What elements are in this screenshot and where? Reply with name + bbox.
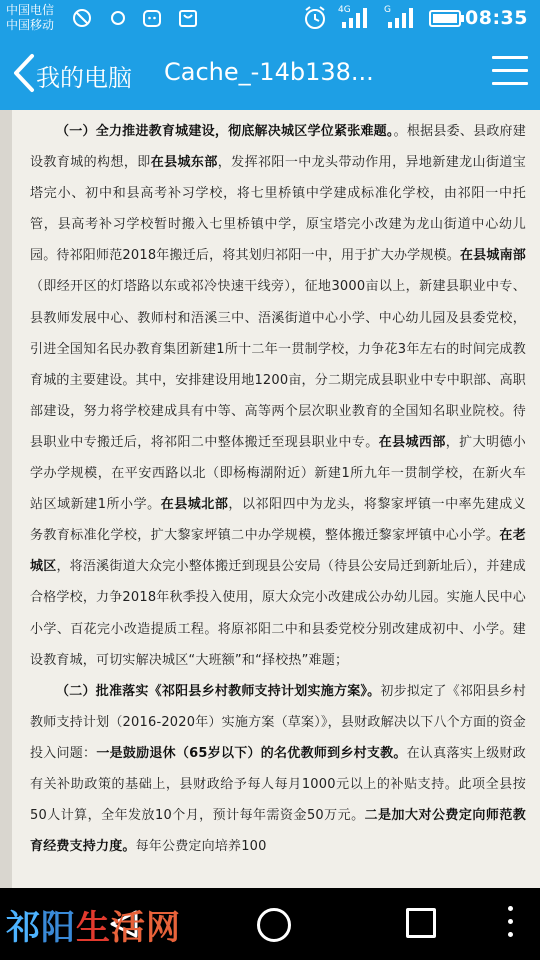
bold-text-run: 一是鼓励退休（65岁以下）的名优教师到乡村支教。 [96,745,407,761]
text-run: ，将浯溪街道大众完小整体搬迁到现县公安局（待县公安局迁到新址后），并建成合格学校，力争2018年秋季投入使用，原大众完小改建成公办幼儿园。实施人民中心小学、百花完小改造提质工程。将原祁阳二中和县委党校分别改建成初中、小学。建设教育城，可切实解决城区“大班额”和“择校热”难题； [30,559,526,668]
nav-recent-apps-icon[interactable] [406,908,436,938]
shopping-bag-icon [178,8,198,28]
nav-more-icon[interactable] [508,906,514,942]
alarm-icon [300,0,330,36]
text-run: ，扩大明德小学办学规模，在平安西路以北（即杨梅湖附近）新建1所九年一贯制学校，在新火车站区域新建1所小学。 [30,434,527,513]
text-run: 初步拟定了《祁阳县乡村教师支持计划（2016-2020年）实施方案（草案）》，县财政解决以下八个方面的资金投入问题： [30,683,526,761]
document-content [30,116,526,862]
cat-app-icon [142,8,162,28]
clock: 08:35 [465,7,528,29]
text-run: ，发挥祁阳一中龙头带动作用，异地新建龙山街道宝塔完小、初中和县高考补习学校，将七里桥镇中学建成标准化学校，由祁阳一中托管，县高考补习学校暂时搬入七里桥镇中学，原宝塔完小改建为龙山街道中心幼儿园。待祁阳师范2018年搬迁后，将其划归祁阳一中，用于扩大办学规模。 [30,155,526,264]
file-path-title: Cache_-14b138... [164,58,374,86]
circle-icon [108,8,128,28]
document-viewer[interactable] [0,110,540,888]
status-bar [0,0,540,36]
menu-line [492,69,528,72]
site-watermark: 祁阳生活网 [6,908,181,948]
text-run: 在认真落实上级财政有关补助政策的基础上，县财政给予每人每月1000元以上的补贴支持。此项全县按50人计算，全年发放10个月，预计每年需资金50万元。 [30,745,526,824]
bold-text-run: 二是加大对公费定向师范教育经费支持力度。 [30,808,526,855]
back-arrow-icon[interactable] [6,50,40,96]
carrier-2: 中国移动 [6,18,55,32]
text-run: 。根据县委、县政府建设教育城的构想，即 [30,124,526,171]
bold-text-run: 在县城北部 [160,497,229,513]
battery-icon [428,0,466,36]
navigation-bar [0,888,540,960]
text-run: 每年公费定向培养100 [135,839,267,855]
bold-text-run: （一）全力推进教育城建设，彻底解决城区学位紧张难题。 [56,124,394,139]
carrier-info [6,3,54,33]
no-disturb-icon [72,8,92,28]
app-bar [0,36,540,110]
text-run: （即经开区的灯塔路以东或祁冷快速干线旁），征地3000亩以上，新建县职业中专、县教师发展中心、教师村和浯溪三中、浯溪街道中心小学、中心幼儿园及县委党校，引进全国知名民办教育集团新建1所十二年一贯制学校，力争花3年左右的时间完成教育城的主要建设。其中，安排建设用地1200亩，分二期完成县职业中专中职部、高职部建设，努力将学校建成具有中等、高等两个层次职业教育的全国知名职业院校。待县职业中专搬迁后，将祁阳二中整体搬迁至现县职业中专。 [30,279,526,450]
carrier-1: 中国电信 [6,3,55,17]
signal-2-icon [384,0,418,36]
network-type-2: G [384,5,391,15]
signal-1-icon [338,0,372,36]
menu-line [492,56,528,59]
menu-line [492,82,528,85]
network-type-1: 4G [338,5,351,15]
bold-text-run: 在县城东部 [150,155,218,171]
text-run: ，以祁阳四中为龙头，将黎家坪镇一中率先建成义务教育标准化学校，扩大黎家坪镇二中办学规模，整体搬迁黎家坪镇中心小学。 [30,497,526,544]
bold-text-run: 在老城区 [30,528,526,575]
bold-text-run: 在县城西部 [378,434,446,450]
document-paragraph [30,116,526,676]
nav-home-icon[interactable] [257,908,291,942]
app-title[interactable]: 我的电脑 [36,64,132,92]
menu-icon[interactable] [492,56,528,90]
bold-text-run: （二）批准落实《祁阳县乡村教师支持计划实施方案》。 [56,683,381,699]
document-paragraph [30,676,526,863]
bold-text-run: 在县城南部 [459,248,526,264]
